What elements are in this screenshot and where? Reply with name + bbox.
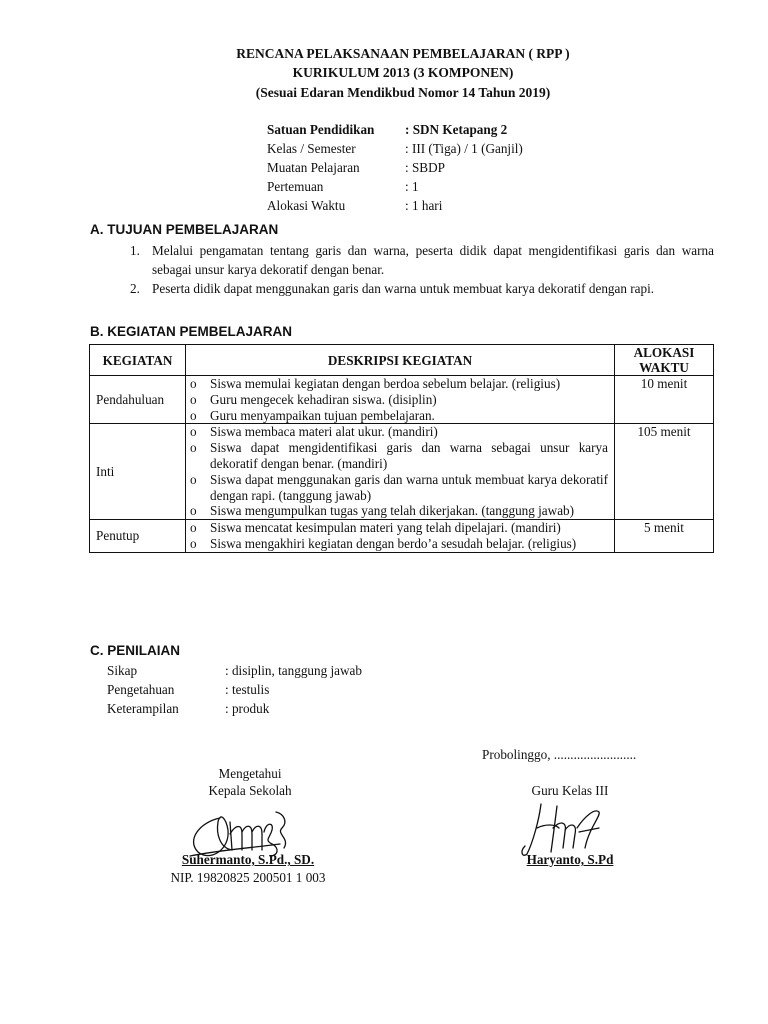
teacher-signature [515, 798, 615, 860]
info-value: : SBDP [405, 160, 445, 175]
list-item-text: Guru menyampaikan tujuan pembelajaran. [210, 407, 435, 423]
objective-item [130, 279, 714, 298]
info-value: : 1 hari [405, 198, 443, 213]
section-heading-kegiatan: B. KEGIATAN PEMBELAJARAN [90, 324, 293, 339]
list-item-text: Siswa mencatat kesimpulan materi yang telah dipelajari. (mandiri) [210, 520, 561, 536]
activity-description [186, 424, 615, 520]
info-label: Muatan Pelajaran [267, 160, 360, 175]
column-header-alokasi: ALOKASI WAKTU [615, 345, 714, 376]
section-heading-penilaian: C. PENILAIAN [90, 643, 181, 658]
section-heading-tujuan: A. TUJUAN PEMBELAJARAN [90, 222, 279, 237]
bullet-icon: o [190, 391, 197, 407]
activity-description [186, 376, 615, 424]
bullet-icon: o [190, 503, 197, 519]
objective-text: Melalui pengamatan tentang garis dan warna, peserta didik dapat mengidentifikasi garis dan warna sebagai unsur karya dekoratif dengan benar. [152, 243, 714, 277]
list-item [186, 376, 608, 392]
list-item-text: Siswa mengakhiri kegiatan dengan berdo’a sesudah belajar. (religius) [210, 535, 577, 551]
table-header-row [90, 345, 714, 376]
bullet-icon: o [190, 407, 197, 423]
activity-time: 5 menit [615, 520, 714, 553]
objective-number: 1. [130, 243, 140, 258]
list-item-text: Siswa mengumpulkan tugas yang telah dikerjakan. (tanggung jawab) [210, 503, 575, 519]
headmaster-nip: NIP. 19820825 200501 1 003 [170, 870, 326, 885]
bullet-icon: o [190, 535, 197, 551]
list-item [186, 408, 608, 424]
info-value: : III (Tiga) / 1 (Ganjil) [405, 141, 523, 156]
info-value: : SDN Ketapang 2 [405, 122, 508, 137]
info-label: Satuan Pendidikan [267, 122, 375, 137]
bullet-icon: o [190, 520, 197, 536]
list-item-text: Siswa membaca materi alat ukur. (mandiri) [210, 424, 438, 440]
objective-item [130, 241, 714, 279]
left-sign-acknowledge: Mengetahui [218, 766, 282, 781]
bullet-icon: o [190, 376, 197, 391]
info-label: Kelas / Semester [267, 141, 356, 156]
assessment-label: Keterampilan [107, 701, 179, 716]
assessment-value: : disiplin, tanggung jawab [225, 663, 362, 678]
activity-time: 10 menit [615, 376, 714, 424]
list-item-text: Siswa dapat menggunakan garis dan warna untuk membuat karya dekoratif dengan rapi. (tanggung jawab) [210, 471, 608, 503]
list-item [186, 392, 608, 408]
info-value: : 1 [405, 179, 419, 194]
bullet-icon: o [190, 471, 197, 487]
list-item [186, 520, 608, 536]
list-item-text: Guru mengecek kehadiran siswa. (disiplin) [210, 391, 437, 407]
list-item-text: Siswa memulai kegiatan dengan berdoa sebelum belajar. (religius) [210, 376, 561, 391]
headmaster-name: Suhermanto, S.Pd., SD. [181, 852, 315, 867]
list-item [186, 503, 608, 519]
list-item [186, 424, 608, 440]
doc-subtitle-curriculum: KURIKULUM 2013 (3 KOMPONEN) [292, 65, 514, 80]
column-header-deskripsi: DESKRIPSI KEGIATAN [186, 345, 615, 376]
list-item [186, 536, 608, 552]
assessment-label: Sikap [107, 663, 138, 678]
activity-phase: Inti [90, 424, 186, 520]
activity-phase: Penutup [90, 520, 186, 553]
info-label: Alokasi Waktu [267, 198, 346, 213]
table-row-inti [90, 424, 714, 520]
left-sign-role: Kepala Sekolah [208, 783, 292, 798]
right-sign-role: Guru Kelas III [531, 783, 609, 798]
place-date: Probolinggo, ......................... [482, 747, 637, 762]
assessment-value: : produk [225, 701, 270, 716]
list-item [186, 472, 608, 504]
bullet-icon: o [190, 440, 197, 456]
column-header-kegiatan: KEGIATAN [90, 345, 186, 376]
list-item-text: Siswa dapat mengidentifikasi garis dan warna sebagai unsur karya dekoratif dengan benar. (mandiri) [210, 440, 608, 471]
info-label: Pertemuan [267, 179, 324, 194]
activity-phase: Pendahuluan [90, 376, 186, 424]
table-row-pendahuluan [90, 376, 714, 424]
activities-table [89, 344, 714, 553]
objective-number: 2. [130, 281, 140, 296]
doc-title: RENCANA PELAKSANAAN PEMBELAJARAN ( RPP ) [236, 46, 570, 61]
activity-time: 105 menit [615, 424, 714, 520]
bullet-icon: o [190, 424, 197, 440]
assessment-label: Pengetahuan [107, 682, 175, 697]
table-row-penutup [90, 520, 714, 553]
doc-subtitle-reference: (Sesuai Edaran Mendikbud Nomor 14 Tahun 2019) [255, 85, 551, 100]
teacher-name: Haryanto, S.Pd [526, 852, 614, 867]
objective-text: Peserta didik dapat menggunakan garis dan warna untuk membuat karya dekoratif dengan rapi. [152, 281, 655, 296]
list-item [186, 440, 608, 472]
assessment-value: : testulis [225, 682, 270, 697]
activity-description [186, 520, 615, 553]
